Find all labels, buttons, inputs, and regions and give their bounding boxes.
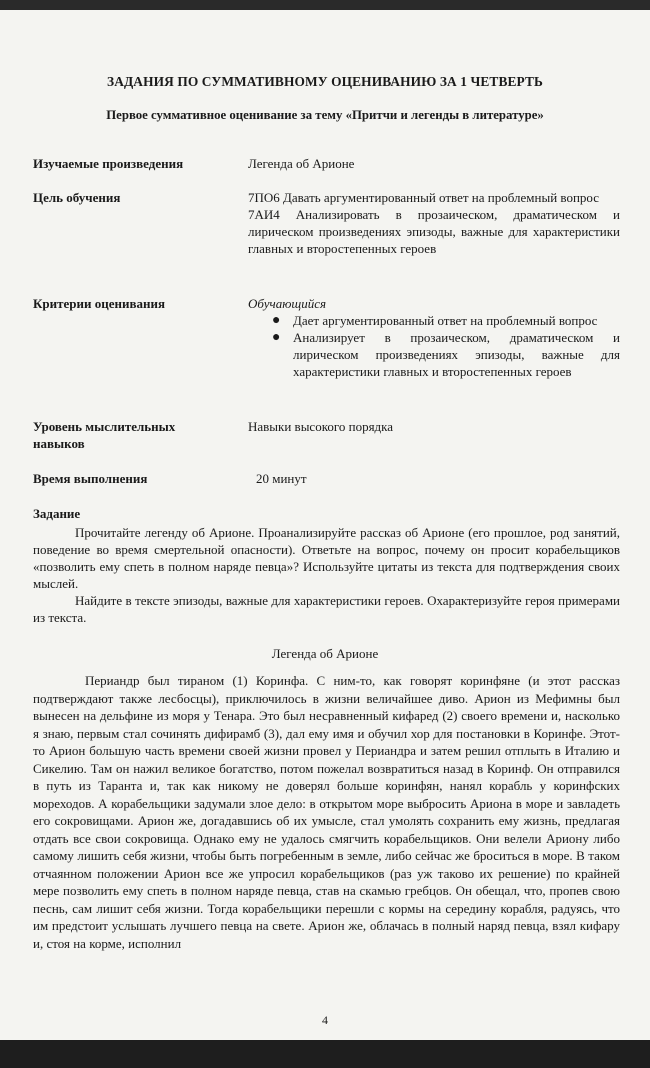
- document-page: [0, 10, 650, 1040]
- document-title: ЗАДАНИЯ ПО СУММАТИВНОМУ ОЦЕНИВАНИЮ ЗА 1 ЧЕТВЕРТЬ: [107, 74, 543, 89]
- page-number: 4: [322, 1013, 328, 1027]
- goal-label: Цель обучения: [33, 190, 121, 205]
- criteria-label: Критерии оценивания: [33, 296, 166, 311]
- legend-text: Периандр был тираном (1) Коринфа. С ним-то, как говорят коринфяне (и этот рассказ подтверждают также лесбосцы), приключилось в жизни величайшее диво. Арион из Мефимны был вынесен на дельфине из моря у Тенара. Это был несравненный кифаред (2) своего времени и, насколько я знаю, первым стал сочинять дифирамб (3), дал ему имя и обучил хор для постановки в Коринфе. Этот-то Арион большую часть времени своей жизни провел у Периандра и затем решил отплыть в Италию и Сикелию. Там он нажил великое богатство, потом пожелал возвратиться назад в Коринф. Он отправился в путь из Таранта и, так как никому не доверял больше коринфян, нанял корабль у коринфских мореходов. А корабельщики задумали злое дело: в открытом море выбросить Ариона в море и завладеть его сокровищами. Арион же, догадавшись об их умысле, стал умолять сохранить ему жизнь, предлагая отдать все свои сокровища. Однако ему не удалось смягчить корабельщиков. Они велели Ариону либо самому лишить себя жизни, чтобы быть погребенным в земле, либо сейчас же броситься в море. В таком отчаянном положении Арион все же упросил корабельщиков (раз уж таково их решение) по крайней мере позволить ему спеть в полном наряде певца, став на скамью гребцов. Он обещал, что, пропев свою песнь, сам лишит себя жизни. Тогда корабельщики перешли с кормы на середину корабля, радуясь, что им предстоит услышать лучшего певца на свете. Арион же, облачась в полный наряд певца, взял кифару и, стоя на корме, исполнил: [33, 673, 620, 951]
- level-label: Уровень мыслительных навыков: [33, 419, 176, 451]
- document-subtitle: Первое суммативное оценивание за тему «Притчи и легенды в литературе»: [106, 108, 544, 122]
- time-label: Время выполнения: [33, 471, 148, 486]
- task-paragraph-1: Прочитайте легенду об Арионе. Проанализируйте рассказ об Арионе (его прошлое, род занятий, поведение во время смертельной опасности). Ответьте на вопрос, почему он просит корабельщиков «позволить ему спеть в полном наряде певца»? Используйте цитаты из текста для подтверждения своих мыслей.: [33, 525, 620, 591]
- level-value: Навыки высокого порядка: [248, 419, 394, 434]
- goal-value: [248, 189, 620, 257]
- criteria-item: ● Анализирует в прозаическом, драматическом и лирическом произведениях эпизоды, важные для характеристики главных и второстепенных героев: [272, 330, 620, 379]
- criteria-item: ● Дает аргументированный ответ на проблемный вопрос: [272, 313, 598, 328]
- task-heading: Задание: [33, 506, 81, 521]
- legend-title: Легенда об Арионе: [271, 646, 379, 661]
- works-value: Легенда об Арионе: [248, 156, 355, 171]
- goal-item-2: 7АИ4 Анализировать в прозаическом, драматическом и лирическом произведениях эпизоды, важные для характеристики главных и второстепенных героев: [248, 207, 620, 256]
- works-label: Изучаемые произведения: [33, 156, 184, 171]
- criteria-value: [248, 295, 620, 380]
- task-paragraph-2: Найдите в тексте эпизоды, важные для характеристики героев. Охарактеризуйте героя примерами из текста.: [33, 593, 620, 625]
- goal-item-1: 7ПО6 Давать аргументированный ответ на проблемный вопрос: [248, 190, 600, 205]
- bullet-icon: ●: [272, 313, 281, 328]
- criteria-list: [248, 312, 620, 380]
- time-value: 20 минут: [256, 471, 307, 486]
- bottom-bar: [0, 1040, 650, 1068]
- bullet-icon: ●: [272, 330, 281, 345]
- criteria-heading: Обучающийся: [248, 296, 327, 311]
